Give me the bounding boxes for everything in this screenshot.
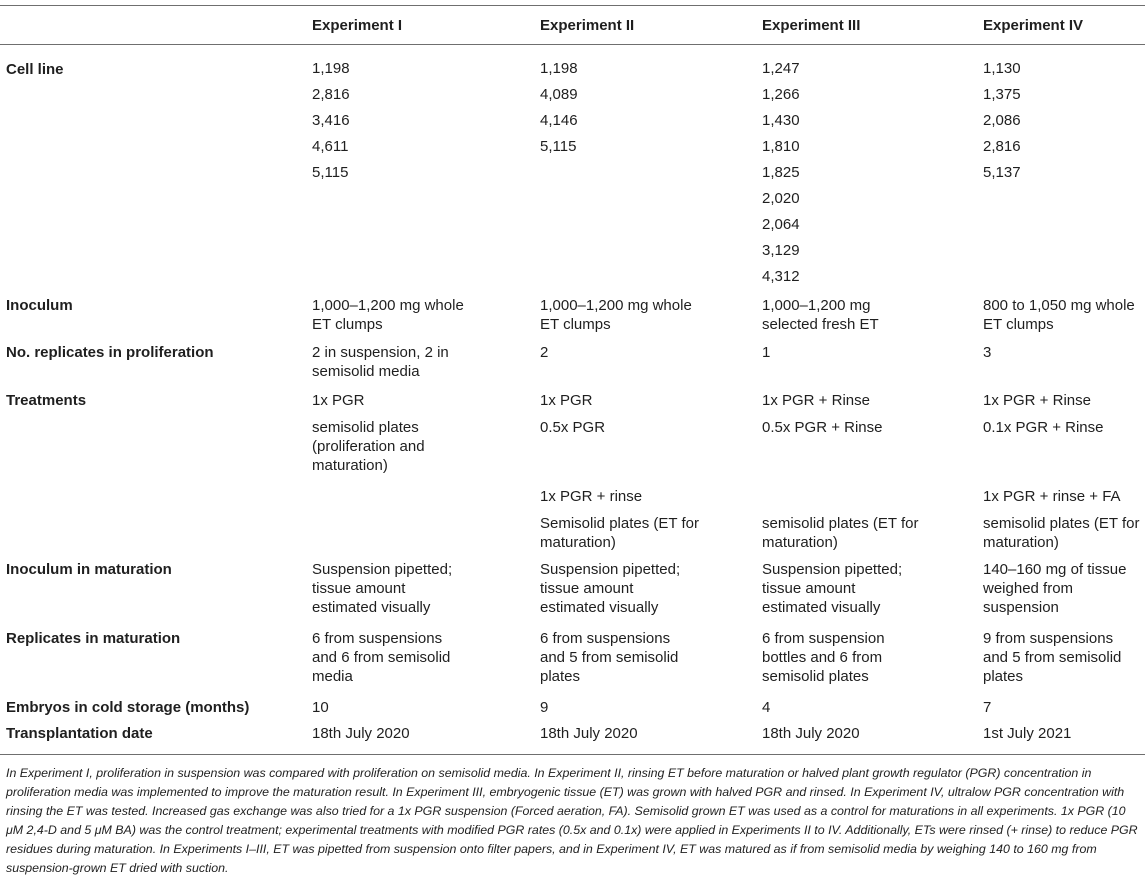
replicates-maturation-exp2 (540, 629, 678, 686)
treatment-exp2-a: 1x PGR (540, 392, 593, 409)
inoculum-exp1 (312, 296, 464, 334)
cold-storage-exp1: 10 (312, 699, 329, 716)
cell-value: 2,816 (983, 138, 1021, 155)
transplant-exp2: 18th July 2020 (540, 725, 638, 742)
cell-line-text: plates (983, 668, 1024, 685)
cell-value: 1,198 (312, 60, 350, 77)
cell-line-text: maturation) (540, 534, 616, 551)
top-rule (0, 5, 1145, 6)
cell-value: 2,020 (762, 190, 800, 207)
row-label-replicates-maturation: Replicates in maturation (6, 630, 181, 647)
treatment-exp4-a: 1x PGR + Rinse (983, 392, 1091, 409)
cell-line-text: 6 from suspensions (540, 630, 671, 647)
table-footnote: In Experiment I, proliferation in suspension was compared with proliferation on semisolid media. In Experiment II, rinsing ET before maturation or halved plant growth regulator (PGR) concentration in proliferation media was implemented to improve the maturation result. In Experiment III, embryogenic tissue (ET) was grown with halved PGR and rinsed. In Experiment IV, ultralow PGR concentration with rinsing the ET was tested. Increased gas exchange was also tried for a 1x PGR suspension (Forced aeration, FA). Semisolid grown ET was used as a control for maturations in all experiments. 1x PGR (10 μM 2,4-D and 5 μM BA) was the control treatment; experimental treatments with modified PGR rates (0.5x and 0.1x) were applied in Experiments II to IV. Additionally, ETs were rinsed (+ rinse) to reduce PGR residues during maturation. In Experiments I–III, ET was pipetted from suspension onto filter papers, and in Experiment IV, ET was matured as if from semisolid media by weighing 140 to 160 mg from suspension-grown ET dried with suction. (6, 766, 1138, 876)
cell-line-text: semisolid plates (ET for (983, 515, 1140, 532)
cell-value: 2,064 (762, 216, 800, 233)
cell-value: 1,825 (762, 164, 800, 181)
cell-value: 4,146 (540, 112, 578, 129)
cell-line-text: 6 from suspensions (312, 630, 443, 647)
cell-value: 5,115 (312, 164, 349, 181)
cell-line-text: (proliferation and (312, 438, 425, 455)
cell-line-text: 800 to 1,050 mg whole (983, 297, 1135, 314)
cell-value: 1,266 (762, 86, 800, 103)
cell-line-text: ET clumps (983, 316, 1054, 333)
cell-line-text: tissue amount (540, 580, 634, 597)
transplant-exp4: 1st July 2021 (983, 725, 1072, 742)
cell-value: 5,115 (540, 138, 577, 155)
cold-storage-exp2: 9 (540, 699, 549, 716)
header-experiment-3: Experiment III (762, 17, 861, 34)
cell-value: 3,416 (312, 112, 350, 129)
cell-line-text: 2 in suspension, 2 in (312, 344, 449, 361)
cell-line-text: Suspension pipetted; (762, 561, 903, 578)
cell-line-text: bottles and 6 from (762, 649, 883, 666)
cell-line-text: 1,000–1,200 mg (762, 297, 871, 314)
cell-line-exp3 (762, 56, 800, 290)
cell-value: 1,375 (983, 86, 1021, 103)
cell-line-text: 6 from suspension (762, 630, 885, 647)
header-experiment-2: Experiment II (540, 17, 635, 34)
cell-line-text: ET clumps (312, 316, 383, 333)
treatment-exp2-d (540, 514, 699, 552)
inoculum-maturation-exp1 (312, 560, 452, 617)
cell-line-text: Suspension pipetted; (312, 561, 453, 578)
replicates-proliferation-exp2: 2 (540, 344, 549, 361)
cell-value: 1,430 (762, 112, 800, 129)
cell-line-exp1 (312, 56, 350, 186)
cell-line-exp4 (983, 56, 1021, 186)
inoculum-maturation-exp2 (540, 560, 680, 617)
cell-line-text: semisolid plates (762, 668, 869, 685)
treatment-exp4-d (983, 514, 1139, 552)
cell-value: 4,312 (762, 268, 800, 285)
treatment-exp4-b: 0.1x PGR + Rinse (983, 419, 1104, 436)
replicates-proliferation-exp3: 1 (762, 344, 771, 361)
cell-value: 2,816 (312, 86, 350, 103)
replicates-proliferation-exp4: 3 (983, 344, 992, 361)
cell-value: 1,247 (762, 60, 800, 77)
cell-line-text: 1,000–1,200 mg whole (540, 297, 692, 314)
cell-value: 4,611 (312, 138, 349, 155)
cell-line-text: media (312, 668, 353, 685)
treatment-exp1-a: 1x PGR (312, 392, 365, 409)
replicates-maturation-exp1 (312, 629, 450, 686)
cell-line-text: 9 from suspensions (983, 630, 1114, 647)
row-label-cell-line: Cell line (6, 61, 64, 78)
cell-line-text: Semisolid plates (ET for (540, 515, 699, 532)
cell-line-text: semisolid plates (312, 419, 419, 436)
inoculum-maturation-exp3 (762, 560, 902, 617)
cell-line-text: estimated visually (312, 599, 431, 616)
inoculum-exp4 (983, 296, 1135, 334)
cell-value: 1,810 (762, 138, 800, 155)
row-label-inoculum-maturation: Inoculum in maturation (6, 561, 172, 578)
transplant-exp3: 18th July 2020 (762, 725, 860, 742)
inoculum-exp2 (540, 296, 692, 334)
cell-line-text: tissue amount (762, 580, 856, 597)
row-label-treatments: Treatments (6, 392, 87, 409)
cell-value: 4,089 (540, 86, 578, 103)
cell-line-text: ET clumps (540, 316, 611, 333)
row-label-transplantation-date: Transplantation date (6, 725, 153, 742)
cell-value: 1,198 (540, 60, 578, 77)
treatment-exp1-b (312, 418, 425, 475)
cell-value: 1,130 (983, 60, 1021, 77)
row-label-cold-storage: Embryos in cold storage (months) (6, 699, 250, 716)
cell-line-exp2 (540, 56, 578, 160)
treatment-exp3-d (762, 514, 918, 552)
cell-value: 3,129 (762, 242, 800, 259)
cell-value: 5,137 (983, 164, 1021, 181)
treatment-exp4-c: 1x PGR + rinse + FA (983, 488, 1121, 505)
cell-line-text: selected fresh ET (762, 316, 879, 333)
bottom-rule (0, 754, 1145, 755)
inoculum-maturation-exp4 (983, 560, 1126, 617)
cell-value: 2,086 (983, 112, 1021, 129)
cell-line-text: weighed from (983, 580, 1074, 597)
row-label-inoculum: Inoculum (6, 297, 73, 314)
cell-line-text: 140–160 mg of tissue (983, 561, 1127, 578)
cold-storage-exp3: 4 (762, 699, 771, 716)
inoculum-exp3 (762, 296, 879, 334)
cold-storage-exp4: 7 (983, 699, 992, 716)
cell-line-text: estimated visually (540, 599, 659, 616)
cell-line-text: and 6 from semisolid (312, 649, 451, 666)
treatment-exp3-b: 0.5x PGR + Rinse (762, 419, 883, 436)
row-label-replicates-proliferation: No. replicates in proliferation (6, 344, 214, 361)
cell-line-text: maturation) (983, 534, 1059, 551)
cell-line-text: estimated visually (762, 599, 881, 616)
cell-line-text: and 5 from semisolid (983, 649, 1122, 666)
treatment-exp3-a: 1x PGR + Rinse (762, 392, 870, 409)
replicates-maturation-exp4 (983, 629, 1121, 686)
header-experiment-1: Experiment I (312, 17, 403, 34)
cell-line-text: maturation) (762, 534, 838, 551)
header-rule (0, 44, 1145, 45)
header-experiment-4: Experiment IV (983, 17, 1084, 34)
cell-line-text: plates (540, 668, 581, 685)
cell-line-text: Suspension pipetted; (540, 561, 681, 578)
cell-line-text: suspension (983, 599, 1059, 616)
cell-line-text: and 5 from semisolid (540, 649, 679, 666)
replicates-maturation-exp3 (762, 629, 885, 686)
cell-line-text: 1,000–1,200 mg whole (312, 297, 464, 314)
replicates-proliferation-exp1 (312, 343, 449, 381)
cell-line-text: semisolid plates (ET for (762, 515, 919, 532)
treatment-exp2-c: 1x PGR + rinse (540, 488, 643, 505)
treatment-exp2-b: 0.5x PGR (540, 419, 606, 436)
transplant-exp1: 18th July 2020 (312, 725, 410, 742)
cell-line-text: tissue amount (312, 580, 406, 597)
cell-line-text: maturation) (312, 457, 388, 474)
cell-line-text: semisolid media (312, 363, 420, 380)
